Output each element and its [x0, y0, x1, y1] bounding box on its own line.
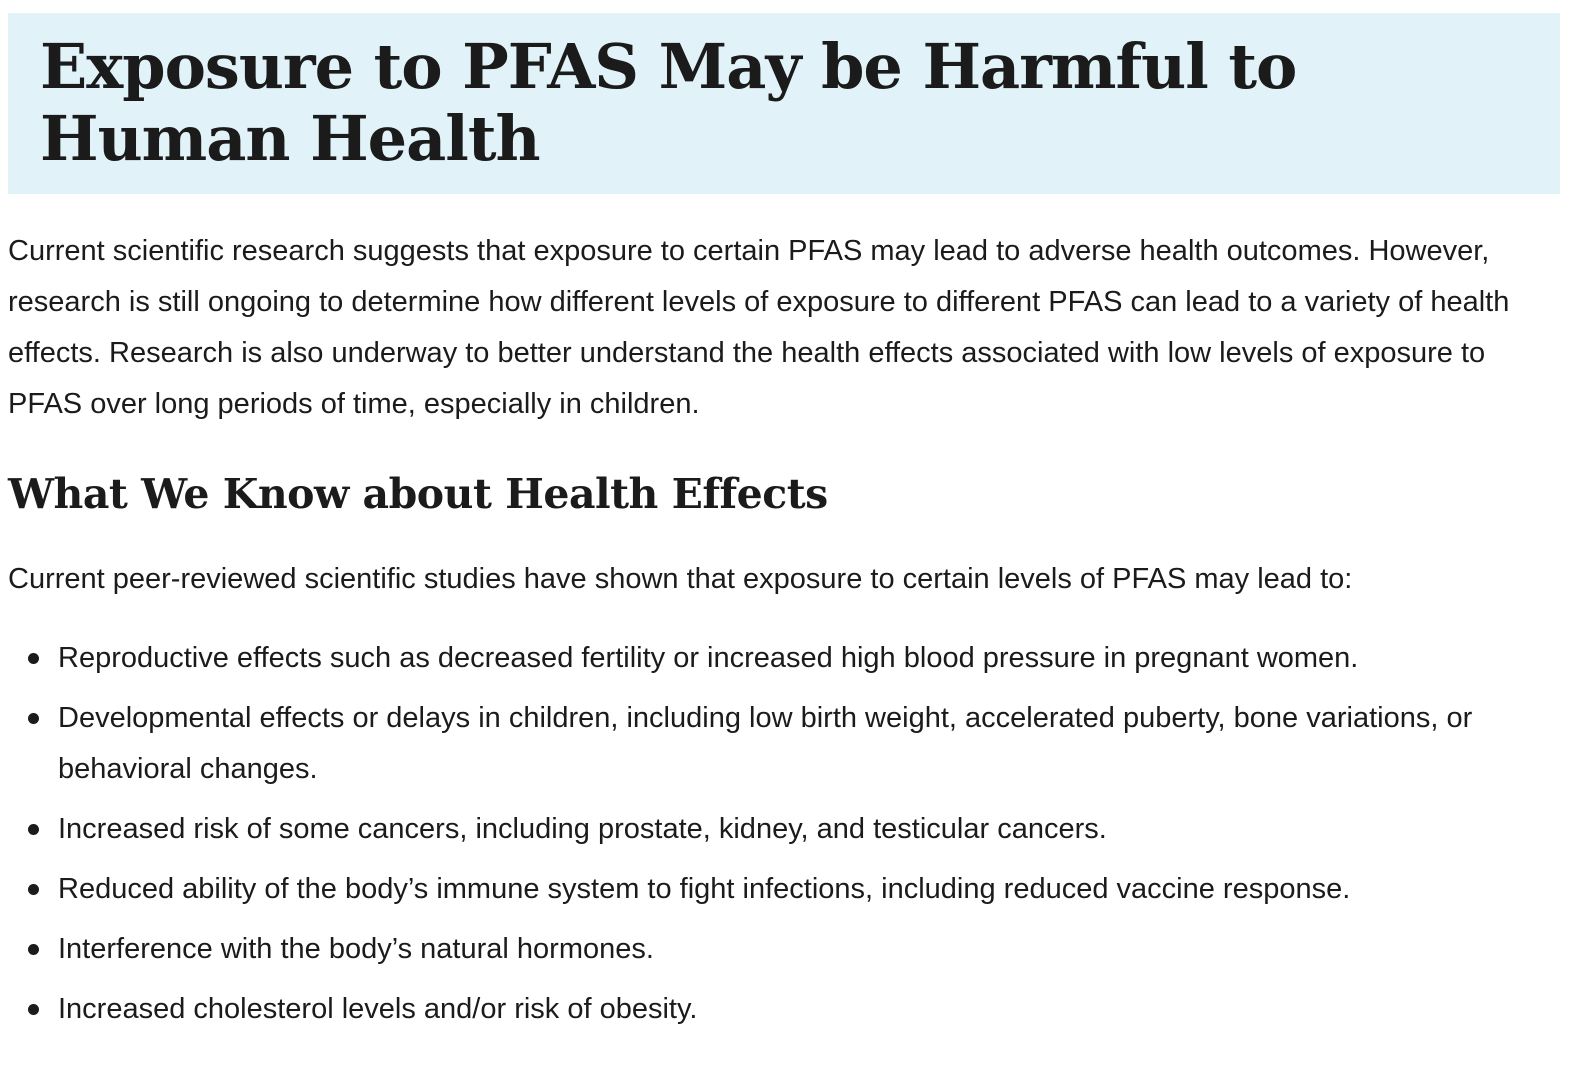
page-title: Exposure to PFAS May be Harmful to Human Health: [40, 30, 1297, 175]
list-item: [58, 924, 1560, 975]
health-effects-list: [8, 633, 1560, 1035]
section-lead-paragraph: Current peer-reviewed scientific studies have shown that exposure to certain levels of PFAS may lead to:: [8, 563, 1353, 595]
intro-paragraph: Current scientific research suggests that exposure to certain PFAS may lead to adverse health outcomes. However, research is still ongoing to determine how different levels of exposure to different PFAS can lead to a variety of health effects. Research is also underway to better understand the health effects associated with low levels of exposure to PFAS over long periods of time, especially in children.: [8, 235, 1510, 420]
article: [8, 13, 1560, 1044]
bullet-icon: [28, 824, 39, 835]
list-item-text: Interference with the body’s natural hormones.: [58, 933, 654, 965]
list-item-text: Reduced ability of the body’s immune system to fight infections, including reduced vaccine response.: [58, 873, 1351, 905]
section-heading: What We Know about Health Effects: [8, 470, 828, 518]
list-item: [58, 804, 1560, 855]
list-item: [58, 633, 1560, 684]
bullet-icon: [28, 944, 39, 955]
list-item-text: Reproductive effects such as decreased fertility or increased high blood pressure in pregnant women.: [58, 642, 1359, 674]
bullet-icon: [28, 1004, 39, 1015]
bullet-icon: [28, 713, 39, 724]
list-item-text: Developmental effects or delays in children, including low birth weight, accelerated puberty, bone variations, or behavioral changes.: [58, 702, 1473, 785]
bullet-icon: [28, 884, 39, 895]
bullet-icon: [28, 653, 39, 664]
list-item-text: Increased risk of some cancers, including prostate, kidney, and testicular cancers.: [58, 813, 1107, 845]
list-item: [58, 984, 1560, 1035]
title-banner: [8, 13, 1560, 194]
list-item-text: Increased cholesterol levels and/or risk of obesity.: [58, 993, 698, 1025]
list-item: [58, 693, 1560, 795]
list-item: [58, 864, 1560, 915]
